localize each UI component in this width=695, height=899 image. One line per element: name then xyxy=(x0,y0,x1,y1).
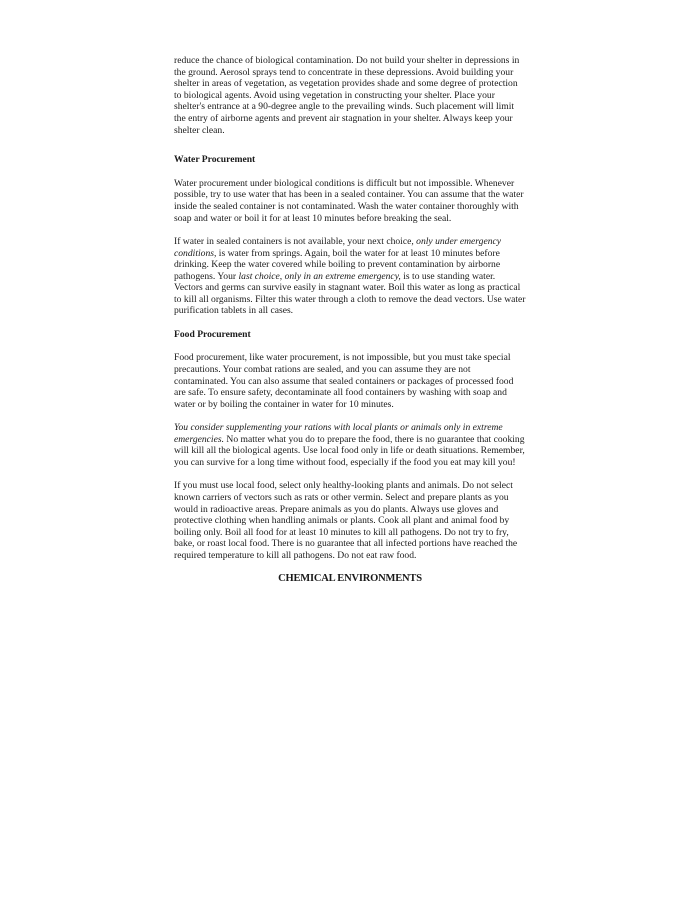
food-procurement-heading: Food Procurement xyxy=(174,328,251,340)
water-paragraph-2 xyxy=(174,236,526,317)
food-p2-text: No matter what you do to prepare the food, there is no guarantee that cooking will kill all the biological agents. Use local food only in life or death situations. Remember, you can survive for a long time without food, especially if the food you eat may kill you! xyxy=(174,433,525,469)
water-paragraph-1: Water procurement under biological conditions is difficult but not impossible. Whenever possible, try to use water that has been in a sealed container. You can assume that the water inside the sealed container is not contaminated. Wash the water container thoroughly with soap and water or boil it for at least 10 minutes before breaking the seal. xyxy=(174,177,524,224)
page-body xyxy=(174,55,526,585)
water-p2-text-a: If water in sealed containers is not available, your next choice, xyxy=(174,235,417,247)
chemical-environments-heading: CHEMICAL ENVIRONMENTS xyxy=(278,573,422,585)
food-paragraph-1: Food procurement, like water procurement, is not impossible, but you must take special precautions. Your combat rations are sealed, and you can assume they are not contaminated. You can also assume that sealed containers or packages of processed food are safe. To ensure safety, decontaminate all food containers by washing with soap and water or by boiling the container in water for 10 minutes. xyxy=(174,352,514,410)
food-paragraph-3: If you must use local food, select only healthy-looking plants and animals. Do not select known carriers of vectors such as rats or other vermin. Select and prepare plants as you would in radioactive areas. Prepare animals as you do plants. Always use gloves and protective clothing when handling animals or plants. Cook all plant and animal food by boiling only. Boil all food for at least 10 minutes to kill all pathogens. Do not try to fry, bake, or roast local food. There is no guarantee that all infected portions have reached the required temperature to kill all pathogens. Do not eat raw food. xyxy=(174,480,518,561)
food-paragraph-2 xyxy=(174,422,526,468)
water-procurement-heading: Water Procurement xyxy=(174,154,256,166)
water-p2-emphasis-1: only under emergency conditions, xyxy=(174,235,502,259)
water-p2-text-c: is to use standing water. Vectors and germs can survive easily in stagnant water. Boil this water as long as practical to kill all organisms. Filter this water through a cloth to remove the dead vectors. Use water purification tablets in all cases. xyxy=(174,270,526,317)
intro-paragraph: reduce the chance of biological contamination. Do not build your shelter in depressions in the ground. Aerosol sprays tend to concentrate in these depressions. Avoid building your shelter in areas of vegetation, as vegetation provides shade and some degree of protection to biological agents. Avoid using vegetation in constructing your shelter. Place your shelter's entrance at a 90-degree angle to the prevailing winds. Such placement will limit the entry of airborne agents and prevent air stagnation in your shelter. Always keep your shelter clean. xyxy=(174,55,520,136)
water-p2-text-b: is water from springs. Again, boil the water for at least 10 minutes before drinking. Keep the water covered while boiling to prevent contamination by airborne pathogens. Your xyxy=(174,247,501,282)
food-p2-emphasis: You consider supplementing your rations with local plants or animals only in extreme emergencies. xyxy=(174,422,503,445)
water-p2-emphasis-2: last choice, only in an extreme emergency, xyxy=(238,270,401,282)
